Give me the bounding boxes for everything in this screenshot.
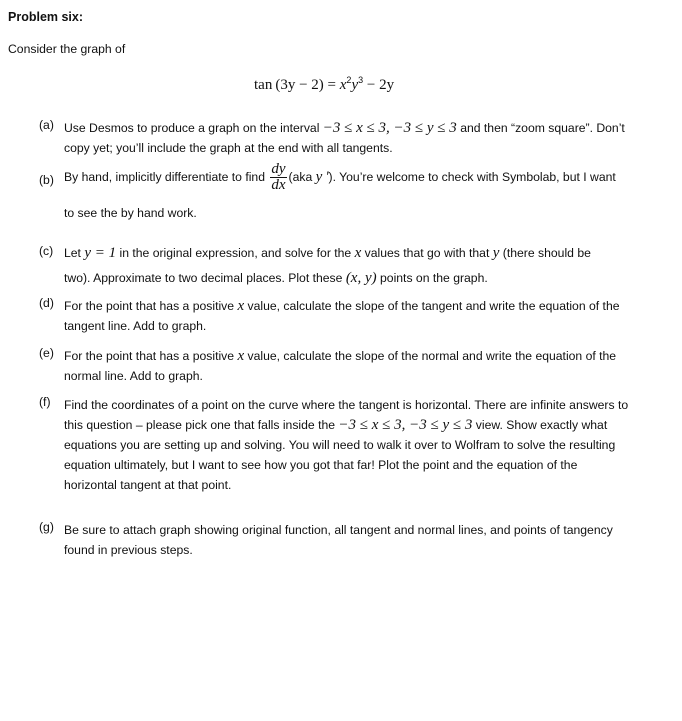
part-a-text <box>64 118 654 158</box>
part-d-x: x <box>237 298 245 314</box>
part-b-text <box>64 160 654 194</box>
part-c-line1-mid: values that go with that <box>364 246 490 260</box>
part-g-line1: Be sure to attach graph showing original function, all tangent and normal lines, and points of tangency <box>64 523 613 537</box>
intro-text: Consider the graph of <box>8 42 126 56</box>
part-a-line2: copy yet; you’ll include the graph at the end with all tangents. <box>64 141 393 155</box>
part-c-line2: two). Approximate to two decimal places. Plot these <box>64 271 343 285</box>
part-c-x: x <box>354 245 362 261</box>
part-f-text <box>64 395 654 495</box>
part-f-label: (f) <box>39 395 51 409</box>
part-b-line1: By hand, implicitly differentiate to find <box>64 170 265 184</box>
part-c-label: (c) <box>39 244 54 258</box>
fraction-denominator: dx <box>271 177 286 194</box>
problem-title: Problem six: <box>8 10 84 24</box>
part-b-aka: (aka <box>288 170 313 184</box>
equation-y: y <box>351 77 359 93</box>
part-g-line2: found in previous steps. <box>64 543 193 557</box>
part-f-line1: Find the coordinates of a point on the curve where the tangent is horizontal. There are infinite answers to <box>64 398 629 412</box>
equation-y-exponent: 3 <box>358 75 364 85</box>
part-g-text <box>64 520 654 560</box>
part-b-line2: to see the by hand work. <box>64 206 197 220</box>
part-f-line5: horizontal tangent at that point. <box>64 478 232 492</box>
part-c-let: Let <box>64 246 81 260</box>
part-a-interval: −3 ≤ x ≤ 3, −3 ≤ y ≤ 3 <box>322 120 457 136</box>
part-a-line1: Use Desmos to produce a graph on the interval <box>64 121 320 135</box>
part-c-line1-end: (there should be <box>502 246 591 260</box>
part-b-label: (b) <box>39 173 54 187</box>
part-e-line2: normal line. Add to graph. <box>64 369 203 383</box>
equation-x-exponent: 2 <box>346 75 352 85</box>
part-a-line1-end: and then “zoom square”. Don’t <box>460 121 625 135</box>
part-f-line2-end: view. Show exactly what <box>475 418 608 432</box>
part-f-interval: −3 ≤ x ≤ 3, −3 ≤ y ≤ 3 <box>338 417 473 433</box>
dy-dx-fraction <box>270 162 286 193</box>
part-e-label: (e) <box>39 346 54 360</box>
part-b-yprime: y ' <box>315 169 329 185</box>
part-d-text <box>64 296 654 336</box>
part-g-label: (g) <box>39 520 54 534</box>
part-b-line1-end: ). You’re welcome to check with Symbolab, but I want <box>328 170 616 184</box>
part-c-text <box>64 241 654 291</box>
part-e-text <box>64 346 654 386</box>
part-c-y: y <box>492 245 500 261</box>
equation-lhs: tan (3y − 2) <box>254 77 324 93</box>
part-c-line2-end: points on the graph. <box>380 271 488 285</box>
part-c-xy: (x, y) <box>345 270 377 286</box>
part-a-label: (a) <box>39 118 54 132</box>
part-d-label: (d) <box>39 296 54 310</box>
part-e-line1-end: value, calculate the slope of the normal and write the equation of the <box>247 349 617 363</box>
part-d-line1: For the point that has a positive <box>64 299 235 313</box>
part-e-x: x <box>237 348 245 364</box>
part-d-line1-end: value, calculate the slope of the tangent and write the equation of the <box>247 299 620 313</box>
part-c-line1: in the original expression, and solve for the <box>119 246 352 260</box>
equation-tail: − 2y <box>363 77 395 93</box>
part-f-line4: equation ultimately, but I want to see how you got that far! Plot the point and the equation of the <box>64 458 578 472</box>
part-d-line2: tangent line. Add to graph. <box>64 319 207 333</box>
part-f-line2: this question – please pick one that falls inside the <box>64 418 336 432</box>
equation-x: x <box>339 77 347 93</box>
equation-equals: = <box>323 77 340 93</box>
main-equation <box>254 75 394 94</box>
part-f-line3: equations you are setting up and solving. You will need to walk it over to Wolfram to solve the resulting <box>64 438 616 452</box>
fraction-numerator: dy <box>271 161 286 178</box>
part-c-y-equals-1: y = 1 <box>84 245 117 261</box>
part-e-line1: For the point that has a positive <box>64 349 235 363</box>
